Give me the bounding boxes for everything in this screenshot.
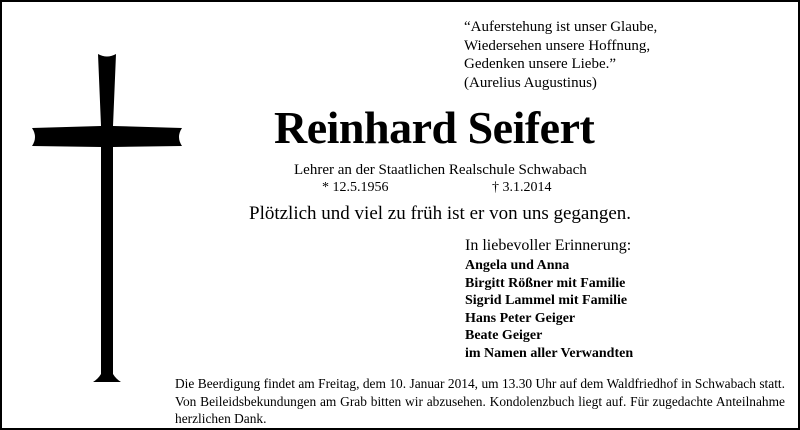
funeral-details: Die Beerdigung findet am Freitag, dem 10. Januar 2014, um 13.30 Uhr auf dem Waldfriedhof in Schwabach statt. Von Beileidsbekundungen am Grab bitten wir abzusehen. Kondolenzbuch liegt auf. Für zugedachte Anteilnahme herzlichen Dank. (175, 376, 785, 426)
mourner-name: Sigrid Lammel mit Familie (465, 293, 628, 309)
mourner-name: Birgitt Rößner mit Familie (465, 275, 626, 291)
mourners-list (465, 257, 633, 363)
quote-line: “Auferstehung ist unser Glaube, (464, 19, 658, 35)
mourner-name: Angela und Anna (465, 258, 570, 273)
quote-line: Wiedersehen unsere Hoffnung, (464, 37, 651, 54)
mourner-name: Hans Peter Geiger (465, 310, 576, 326)
birth-date: * 12.5.1956 (322, 180, 389, 195)
latin-cross-icon (32, 54, 182, 382)
quote-attribution: (Aurelius Augustinus) (464, 74, 597, 91)
mourner-name: im Namen aller Verwandten (465, 345, 634, 361)
deceased-role: Lehrer an der Staatlichen Realschule Schwabach (294, 162, 587, 178)
quote-line: Gedenken unsere Liebe.” (464, 56, 617, 72)
death-date: † 3.1.2014 (492, 180, 552, 195)
mourner-name: Beate Geiger (465, 328, 543, 344)
passing-statement: Plötzlich und viel zu früh ist er von uns gegangen. (249, 203, 632, 224)
memory-heading: In liebevoller Erinnerung: (465, 237, 632, 254)
deceased-name: Reinhard Seifert (274, 102, 595, 153)
quote-block (464, 18, 657, 92)
